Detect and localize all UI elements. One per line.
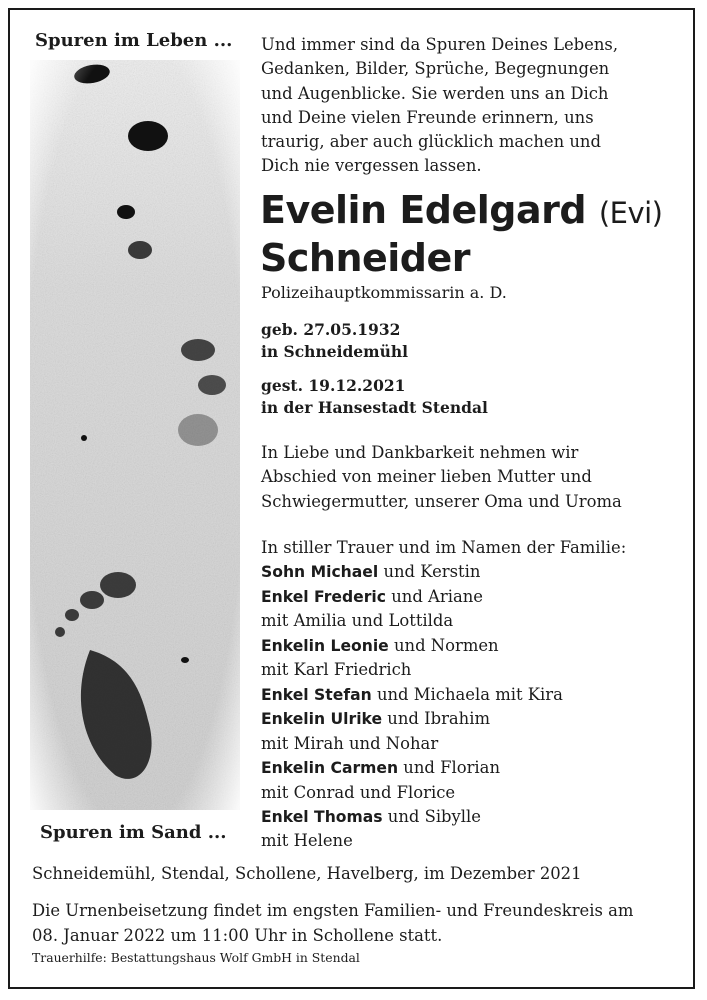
family-line [261,585,626,609]
poem-line: traurig, aber auch glücklich machen und [261,132,601,152]
family-member-rest: und Kerstin [378,562,481,582]
caption-top: Spuren im Leben ... [35,30,233,51]
poem-line: Dich nie vergessen lassen. [261,156,482,176]
birth-place: in Schneidemühl [261,342,409,361]
funeral-home-credit: Trauerhilfe: Bestattungshaus Wolf GmbH in Stendal [32,950,360,965]
family-member-bold: Enkel Stefan [261,685,372,704]
family-member-bold: Enkel Frederic [261,587,386,606]
burial-notice [32,899,633,948]
burial-line: Die Urnenbeisetzung findet im engsten Familien- und Freundeskreis am [32,901,634,920]
death-date: gest. 19.12.2021 [261,376,406,395]
family-list [261,536,626,854]
family-member-bold: Enkelin Ulrike [261,710,383,729]
family-line [261,658,626,682]
poem-line: Und immer sind da Spuren Deines Lebens, [261,35,619,54]
family-member-rest: mit Karl Friedrich [261,660,412,680]
birth-info [261,319,408,363]
farewell-line: In Liebe und Dankbarkeit nehmen wir [261,443,579,462]
family-member-rest: und Sibylle [382,806,481,826]
family-member-rest: mit Mirah und Nohar [261,733,439,753]
family-member-bold: Enkelin Carmen [261,759,399,778]
family-member-bold: Enkel Thomas [261,807,383,826]
deceased-title: Polizeihauptkommissarin a. D. [261,283,507,302]
farewell-line: Schwiegermutter, unserer Oma und Uroma [261,491,622,511]
burial-line: 08. Januar 2022 um 11:00 Uhr in Schollene statt. [32,925,443,945]
farewell-line: Abschied von meiner lieben Mutter und [261,467,592,487]
family-line [261,634,626,658]
family-line [261,829,626,853]
poem-line: und Deine vielen Freunde erinnern, uns [261,107,594,127]
birth-date: geb. 27.05.1932 [261,320,401,339]
family-line [261,805,626,829]
family-line [261,781,626,805]
family-line [261,609,626,633]
family-member-rest: und Florian [398,758,501,778]
deceased-first-names [260,188,662,232]
family-member-bold: Enkelin Leonie [261,636,389,655]
death-info [261,375,488,419]
family-member-rest: mit Helene [261,831,353,851]
caption-bottom: Spuren im Sand ... [40,822,227,843]
places-and-date: Schneidemühl, Stendal, Schollene, Havelberg, im Dezember 2021 [32,864,582,883]
family-member-bold: Sohn Michael [261,563,379,582]
family-line [261,756,626,780]
family-member-rest: und Ariane [386,586,483,606]
family-member-rest: mit Amilia und Lottilda [261,611,454,631]
family-intro: In stiller Trauer und im Namen der Familie: [261,538,627,557]
poem-line: Gedanken, Bilder, Sprüche, Begegnungen [261,59,610,79]
memorial-poem [261,33,691,179]
family-member-rest: mit Conrad und Florice [261,782,456,802]
family-line [261,707,626,731]
family-member-rest: und Ibrahim [382,709,491,729]
poem-line: und Augenblicke. Sie werden uns an Dich [261,83,609,103]
family-line [261,683,626,707]
first-names: Evelin Edelgard [260,188,587,232]
family-line [261,560,626,584]
footprints-in-sand-photo [30,60,240,810]
family-line [261,732,626,756]
nickname: (Evi) [598,196,663,230]
family-member-rest: und Michaela mit Kira [371,684,563,704]
death-place: in der Hansestadt Stendal [261,398,488,417]
deceased-surname: Schneider [260,236,471,280]
farewell-text [261,441,622,514]
family-member-rest: und Normen [388,635,499,655]
